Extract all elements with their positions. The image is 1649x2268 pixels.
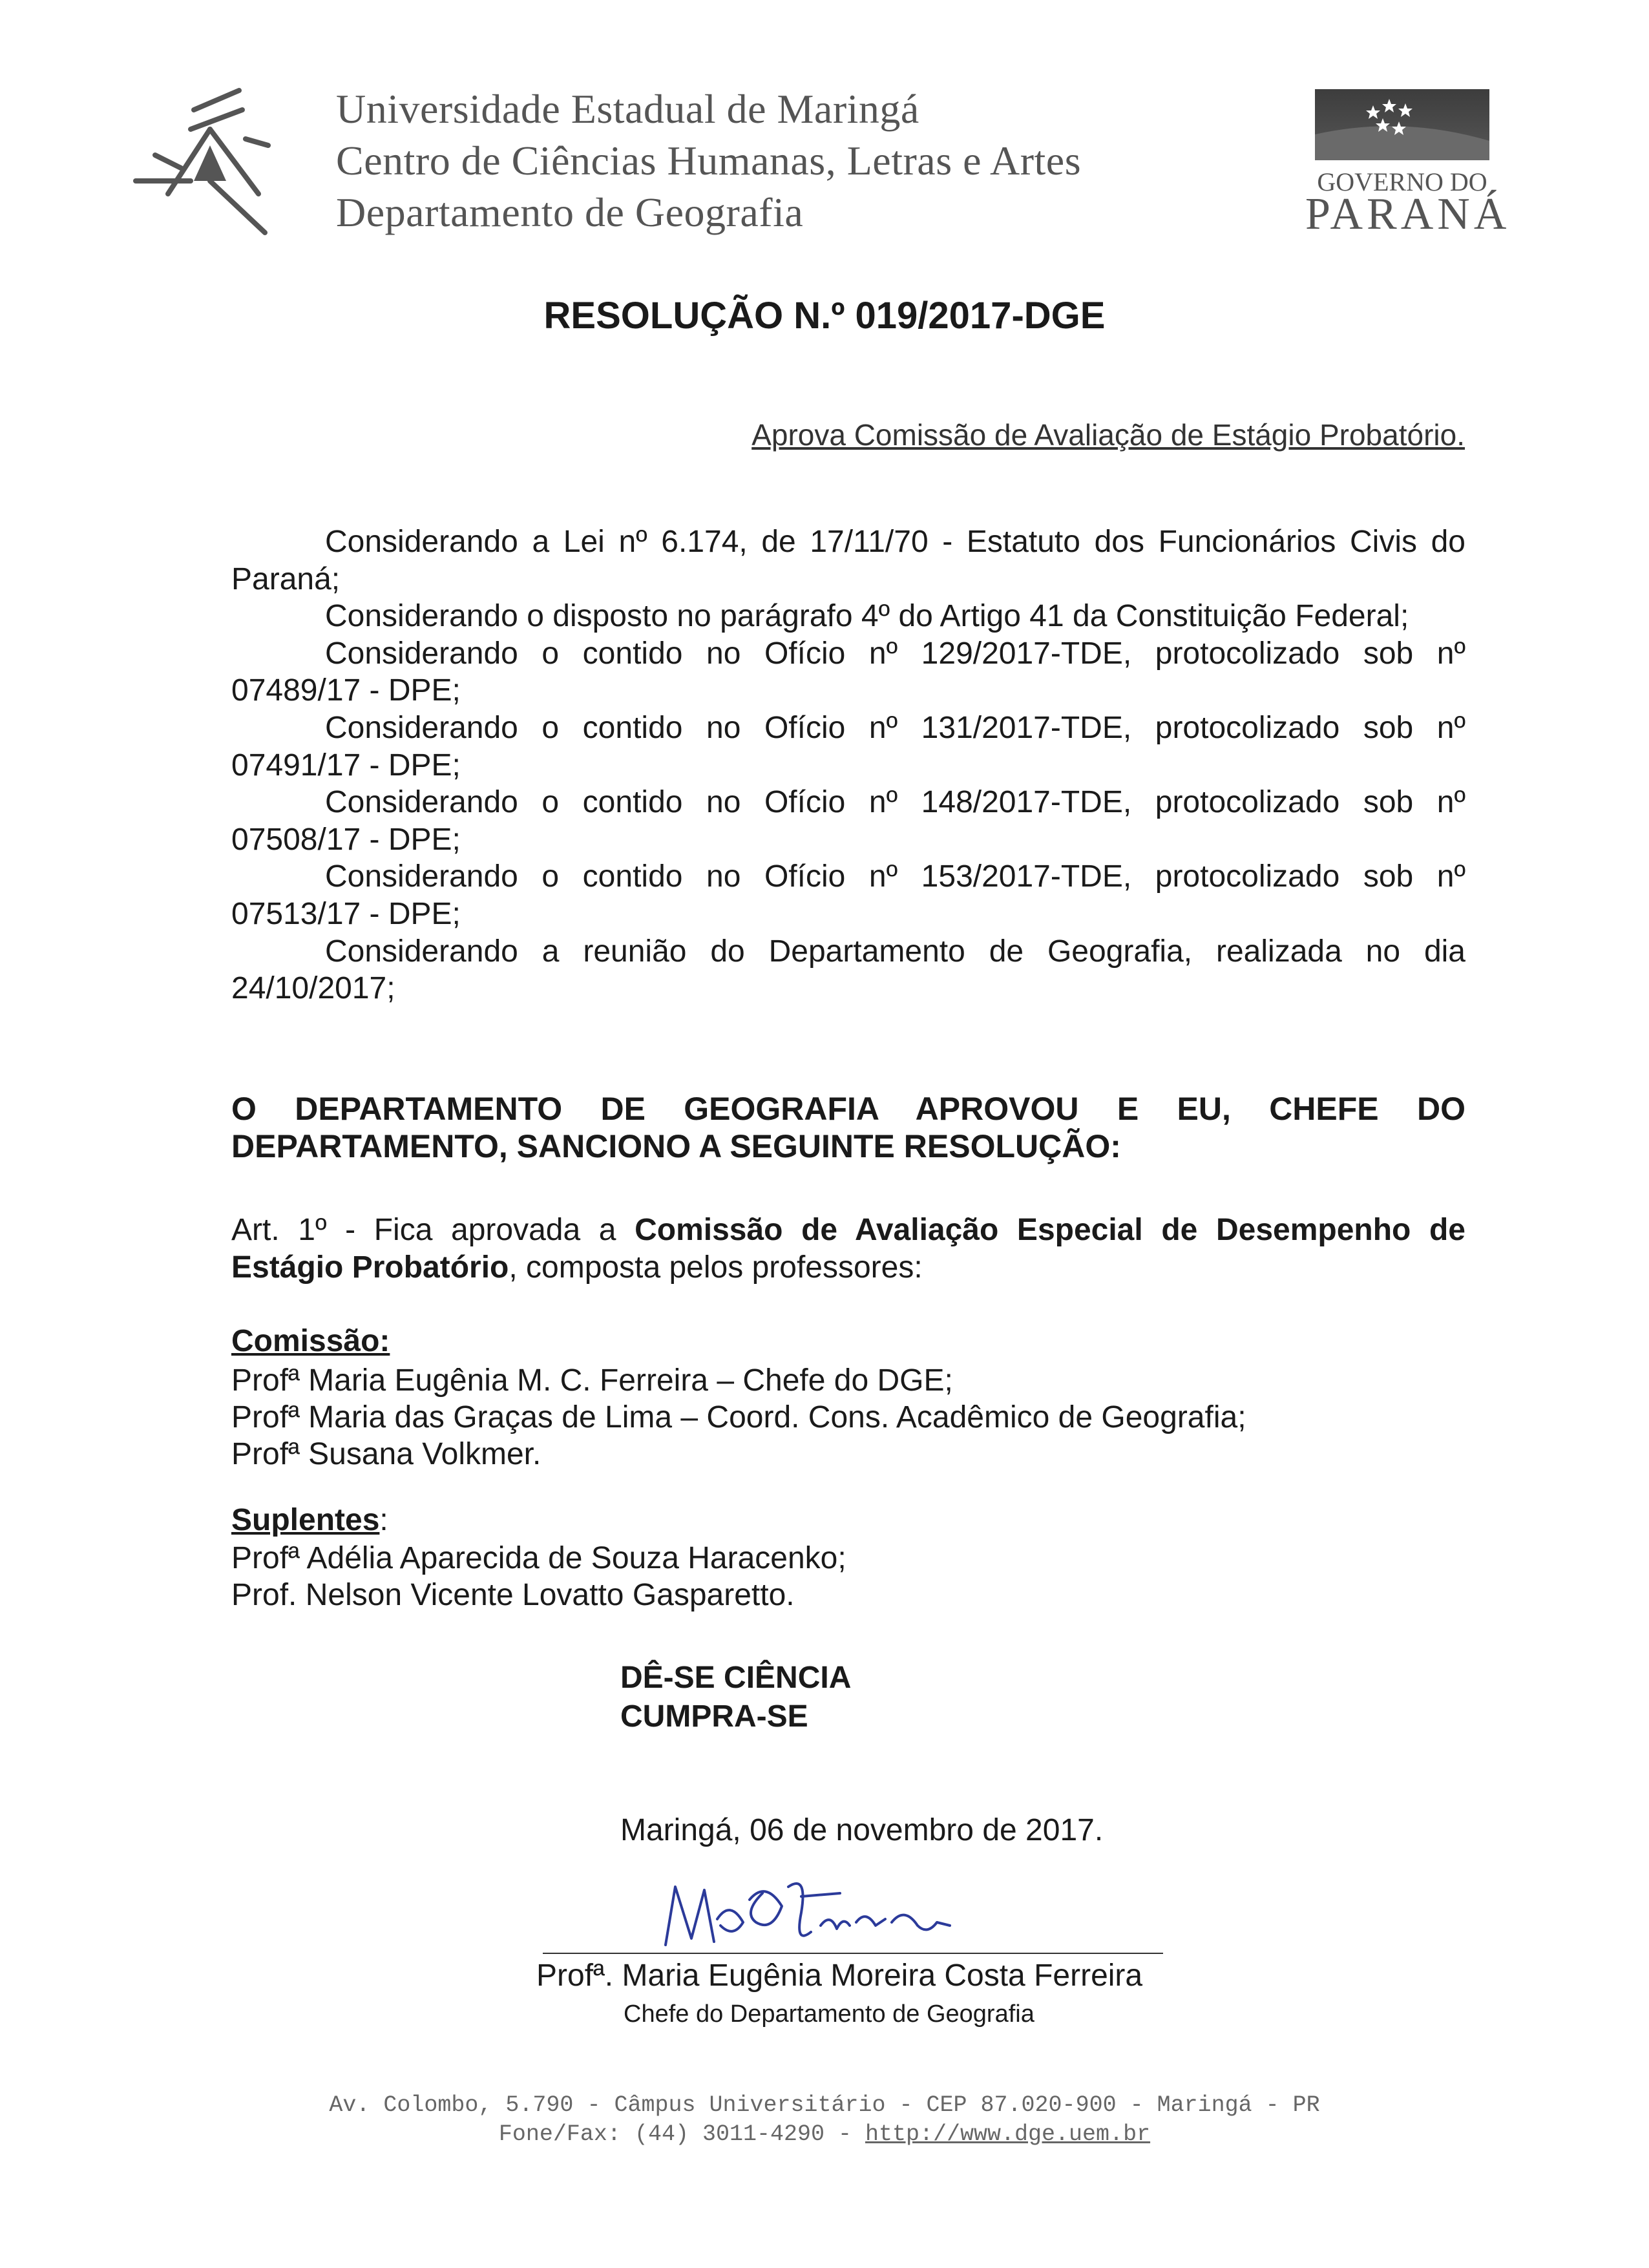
whereas-clause: Considerando o contido no Ofício nº 153/2017-TDE, protocolizado sob nº 07513/17 - DPE;: [231, 859, 1465, 931]
signature-line: [543, 1953, 1163, 1954]
signer-role: Chefe do Departamento de Geografia: [624, 2000, 1035, 2028]
commission-members: [231, 1362, 1246, 1473]
place-and-date: Maringá, 06 de novembro de 2017.: [620, 1813, 1104, 1847]
footer-phone: Fone/Fax: (44) 3011-4290 -: [498, 2121, 865, 2147]
whereas-clause: Considerando a Lei nº 6.174, de 17/11/70 - Estatuto dos Funcionários Civis do Paraná;: [231, 525, 1465, 596]
whereas-clause: Considerando a reunião do Departamento de Geografia, realizada no dia 24/10/2017;: [231, 934, 1465, 1006]
footer-address: Av. Colombo, 5.790 - Câmpus Universitário - CEP 87.020-900 - Maringá - PR: [329, 2092, 1320, 2118]
department-name: Departamento de Geografia: [336, 189, 804, 235]
article-commission-name: Comissão de Avaliação Especial de Desempenho de Estágio Probatório: [231, 1213, 1465, 1285]
substitutes-heading: Suplentes: [231, 1503, 380, 1537]
whereas-clause: Considerando o contido no Ofício nº 131/2017-TDE, protocolizado sob nº 07491/17 - DPE;: [231, 710, 1465, 782]
substitute-members: [231, 1540, 846, 1613]
substitutes-heading-line: [231, 1502, 388, 1538]
state-name: PARANÁ: [1305, 189, 1511, 239]
whereas-clause: Considerando o contido no Ofício nº 148/2017-TDE, protocolizado sob nº 07508/17 - DPE;: [231, 785, 1465, 857]
substitute-member: Profª Adélia Aparecida de Souza Haracenko;: [231, 1541, 846, 1575]
commission-member: Profª Susana Volkmer.: [231, 1437, 541, 1471]
article-suffix: , composta pelos professores:: [509, 1250, 923, 1285]
resolution-summary: Aprova Comissão de Avaliação de Estágio Probatório.: [751, 418, 1465, 452]
closing-line: CUMPRA-SE: [620, 1699, 808, 1734]
center-name: Centro de Ciências Humanas, Letras e Artes: [336, 138, 1082, 184]
handwritten-signature: [653, 1861, 989, 1958]
government-label: GOVERNO DO: [1317, 167, 1487, 196]
whereas-clauses: [231, 523, 1465, 1007]
commission-heading: Comissão:: [231, 1324, 390, 1358]
footer-contact: [0, 2121, 1649, 2147]
resolution-title: RESOLUÇÃO N.º 019/2017-DGE: [543, 295, 1106, 337]
substitute-member: Prof. Nelson Vicente Lovatto Gasparetto.: [231, 1578, 795, 1612]
closing-formula: [620, 1659, 851, 1736]
university-name: Universidade Estadual de Maringá: [336, 86, 919, 132]
website-link[interactable]: http://www.dge.uem.br: [865, 2121, 1151, 2147]
article-1: [231, 1212, 1465, 1286]
whereas-clause: Considerando o disposto no parágrafo 4º do Artigo 41 da Constituição Federal;: [325, 599, 1409, 634]
closing-line: DÊ-SE CIÊNCIA: [620, 1661, 852, 1695]
whereas-clause: Considerando o contido no Ofício nº 129/2017-TDE, protocolizado sob nº 07489/17 - DPE;: [231, 636, 1465, 708]
university-logo: [129, 84, 284, 239]
commission-member: Profª Maria das Graças de Lima – Coord. Cons. Acadêmico de Geografia;: [231, 1400, 1246, 1434]
signer-name: Profª. Maria Eugênia Moreira Costa Ferreira: [536, 1958, 1143, 1993]
commission-member: Profª Maria Eugênia M. C. Ferreira – Chefe do DGE;: [231, 1363, 953, 1398]
parana-flag-emblem: [1315, 89, 1489, 160]
decision-statement: O DEPARTAMENTO DE GEOGRAFIA APROVOU E EU, CHEFE DO DEPARTAMENTO, SANCIONO A SEGUINTE RESOLUÇÃO:: [231, 1091, 1465, 1164]
article-prefix: Art. 1º - Fica aprovada a: [231, 1213, 635, 1247]
substitutes-colon: :: [379, 1503, 388, 1537]
